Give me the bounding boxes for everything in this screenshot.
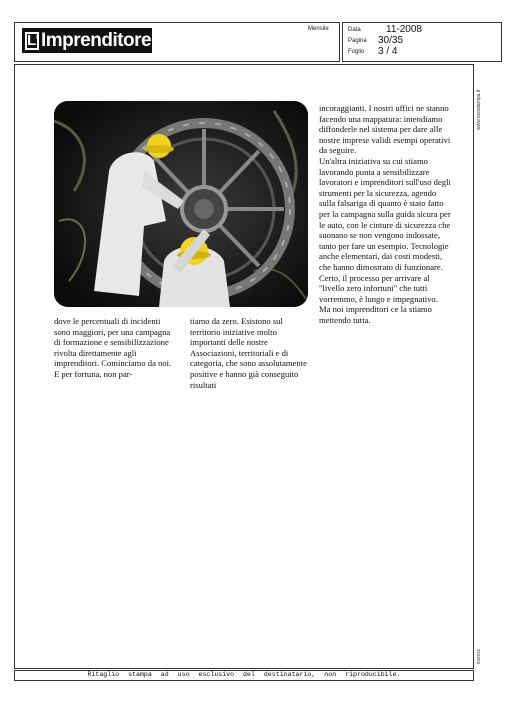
meta-value-page: 30/35	[378, 35, 404, 46]
workers-photo-illustration	[54, 101, 308, 307]
logo-mark: L'	[27, 31, 39, 49]
side-code: 043915	[476, 648, 481, 664]
article-column-left	[54, 316, 174, 380]
article-photo	[54, 101, 308, 307]
publication-logo	[22, 28, 152, 53]
meta-label-page: Pagina	[348, 38, 367, 44]
article-paragraph: incoraggianti. I nostri uffici ne stanno facendo una mappatura: intendiamo diffonderle nel sistema per dare alle nostre imprese validi esempi operativi da seguire.	[319, 103, 451, 156]
meta-value-sheet: 3 / 4	[378, 46, 398, 57]
article-column-right	[319, 103, 451, 325]
article-paragraph: dove le percentuali di incidenti sono maggiori, per una campagna di formazione e sensibilizzazione rivolta direttamente agli imprenditori. Cominciamo da noi. E per fortuna, non par-	[54, 316, 172, 379]
article-paragraph: Un'altra iniziativa su cui stiamo lavorando punta a sensibilizzare lavoratori e imprenditori sull'uso degli strumenti per la sicurezza, agendo sulla falsariga di quanto è stato fatto per la campagna sulla guida sicura per le auto, con le cinture di sicurezza che suonano se non vengono indossate, tanto per fare un esempio. Tecnologie anche elementari, dai costi modesti, che hanno dimostrato di funzionare. Certo, il processo per arrivare al "livello zero infortuni" che tutti vorremmo, è lungo e impegnativo. Ma noi imprenditori ce la stiamo mettendo tutta.	[319, 155, 451, 325]
article-column-middle	[190, 316, 310, 390]
frequency-label: Mensile	[308, 26, 329, 32]
footer-disclaimer: Ritaglio stampa ad uso esclusivo del destinatario, non riproducibile.	[87, 671, 401, 678]
meta-value-date: 11-2008	[386, 24, 422, 35]
meta-label-sheet: Foglio	[348, 49, 365, 55]
side-url: www.ecostampa.it	[476, 89, 482, 130]
article-paragraph: tiamo da zero. Esistono sul territorio iniziative molto importanti delle nostre Associazioni, territoriali e di categoria, che sono assolutamente positive e hanno già conseguito risultati	[190, 316, 307, 390]
meta-label-date: Data	[348, 27, 361, 33]
logo-text: Imprenditore	[41, 29, 152, 51]
